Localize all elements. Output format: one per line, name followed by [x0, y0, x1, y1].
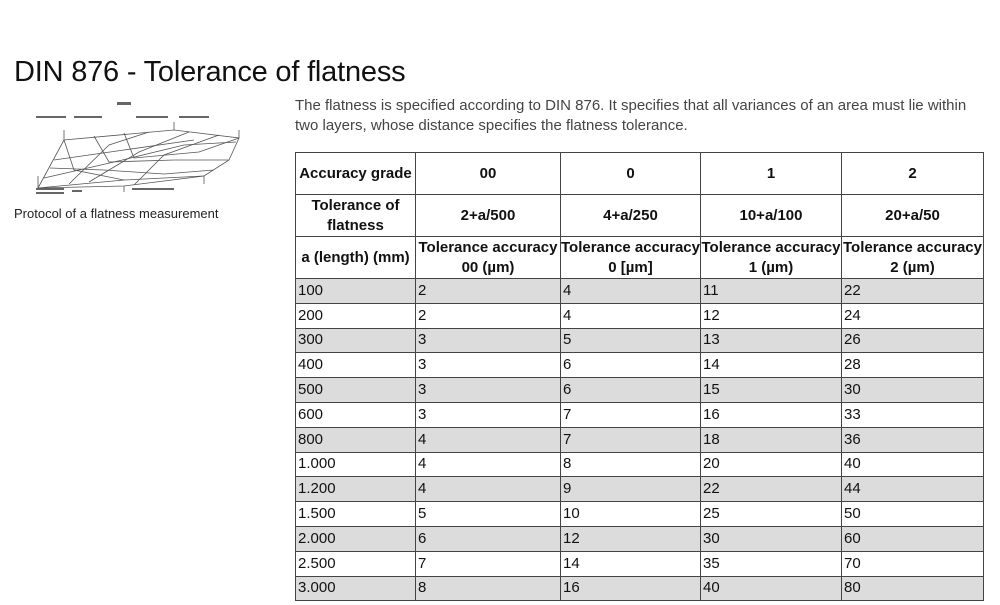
- table-cell: 30: [842, 378, 984, 403]
- table-cell: 28: [842, 353, 984, 378]
- table-cell: 8: [416, 576, 561, 601]
- table-cell: 36: [842, 427, 984, 452]
- table-cell: 2.500: [296, 551, 416, 576]
- table-cell: 5: [416, 502, 561, 527]
- table-cell: 40: [701, 576, 842, 601]
- table-cell: 3: [416, 378, 561, 403]
- table-cell: 10: [561, 502, 701, 527]
- formula-0: 4+a/250: [561, 195, 701, 237]
- table-cell: 6: [561, 353, 701, 378]
- table-cell: 6: [416, 526, 561, 551]
- table-cell: 35: [701, 551, 842, 576]
- formula-00: 2+a/500: [416, 195, 561, 237]
- table-row: [296, 477, 984, 502]
- table-row: [296, 303, 984, 328]
- table-cell: 400: [296, 353, 416, 378]
- table-cell: 70: [842, 551, 984, 576]
- column-header-0: Tolerance accuracy 0 [µm]: [561, 237, 701, 279]
- table-cell: 22: [842, 279, 984, 304]
- page-title: DIN 876 - Tolerance of flatness: [14, 56, 406, 88]
- table-cell: 60: [842, 526, 984, 551]
- formula-1: 10+a/100: [701, 195, 842, 237]
- grade-00: 00: [416, 153, 561, 195]
- formula-label: Tolerance of flatness: [296, 195, 416, 237]
- table-cell: 18: [701, 427, 842, 452]
- table-cell: 44: [842, 477, 984, 502]
- table-cell: 13: [701, 328, 842, 353]
- table-cell: 16: [701, 402, 842, 427]
- column-header-00: Tolerance accuracy 00 (µm): [416, 237, 561, 279]
- intro-paragraph: The flatness is specified according to DIN 876. It specifies that all variances of an area must lie within two layers, whose distance specifies the flatness tolerance.: [295, 97, 967, 134]
- table-cell: 14: [701, 353, 842, 378]
- table-cell: 4: [561, 279, 701, 304]
- table-cell: 25: [701, 502, 842, 527]
- table-cell: 11: [701, 279, 842, 304]
- table-row: [296, 402, 984, 427]
- table-cell: 7: [561, 427, 701, 452]
- table-cell: 2: [416, 279, 561, 304]
- table-cell: 800: [296, 427, 416, 452]
- table-cell: 12: [561, 526, 701, 551]
- table-cell: 12: [701, 303, 842, 328]
- table-row: [296, 328, 984, 353]
- table-cell: 3: [416, 353, 561, 378]
- table-cell: 2: [416, 303, 561, 328]
- table-cell: 15: [701, 378, 842, 403]
- table-cell: 6: [561, 378, 701, 403]
- table-cell: 3: [416, 402, 561, 427]
- table-cell: 33: [842, 402, 984, 427]
- grade-1: 1: [701, 153, 842, 195]
- table-cell: 5: [561, 328, 701, 353]
- table-cell: 20: [701, 452, 842, 477]
- table-cell: 30: [701, 526, 842, 551]
- table-cell: 600: [296, 402, 416, 427]
- grade-0: 0: [561, 153, 701, 195]
- table-row: [296, 526, 984, 551]
- table-cell: 7: [561, 402, 701, 427]
- table-cell: 1.500: [296, 502, 416, 527]
- table-row: [296, 502, 984, 527]
- table-cell: 100: [296, 279, 416, 304]
- table-cell: 80: [842, 576, 984, 601]
- table-cell: 4: [416, 477, 561, 502]
- table-row: [296, 378, 984, 403]
- table-cell: 24: [842, 303, 984, 328]
- table-row: [296, 576, 984, 601]
- table-cell: 1.200: [296, 477, 416, 502]
- table-cell: 50: [842, 502, 984, 527]
- table-cell: 16: [561, 576, 701, 601]
- table-cell: 40: [842, 452, 984, 477]
- table-cell: 500: [296, 378, 416, 403]
- figure-caption: Protocol of a flatness measurement: [14, 206, 219, 221]
- grade-2: 2: [842, 153, 984, 195]
- table-row: [296, 279, 984, 304]
- table-cell: 4: [416, 452, 561, 477]
- table-cell: 4: [561, 303, 701, 328]
- table-cell: 14: [561, 551, 701, 576]
- table-cell: 3.000: [296, 576, 416, 601]
- tolerance-table-body: [296, 279, 984, 601]
- table-row: [296, 452, 984, 477]
- formula-row: [296, 195, 984, 237]
- table-cell: 300: [296, 328, 416, 353]
- column-header-length: a (length) (mm): [296, 237, 416, 279]
- table-cell: 2.000: [296, 526, 416, 551]
- table-row: [296, 551, 984, 576]
- table-cell: 9: [561, 477, 701, 502]
- formula-2: 20+a/50: [842, 195, 984, 237]
- table-cell: 200: [296, 303, 416, 328]
- column-header-2: Tolerance accuracy 2 (µm): [842, 237, 984, 279]
- table-cell: 8: [561, 452, 701, 477]
- table-cell: 4: [416, 427, 561, 452]
- table-row: [296, 427, 984, 452]
- table-cell: 7: [416, 551, 561, 576]
- table-cell: 3: [416, 328, 561, 353]
- table-cell: 22: [701, 477, 842, 502]
- tolerance-table: [295, 152, 984, 601]
- table-cell: 1.000: [296, 452, 416, 477]
- grade-label: Accuracy grade: [296, 153, 416, 195]
- table-cell: 26: [842, 328, 984, 353]
- column-header-row: [296, 237, 984, 279]
- column-header-1: Tolerance accuracy 1 (µm): [701, 237, 842, 279]
- flatness-protocol-image: [14, 100, 254, 200]
- grade-row: [296, 153, 984, 195]
- table-row: [296, 353, 984, 378]
